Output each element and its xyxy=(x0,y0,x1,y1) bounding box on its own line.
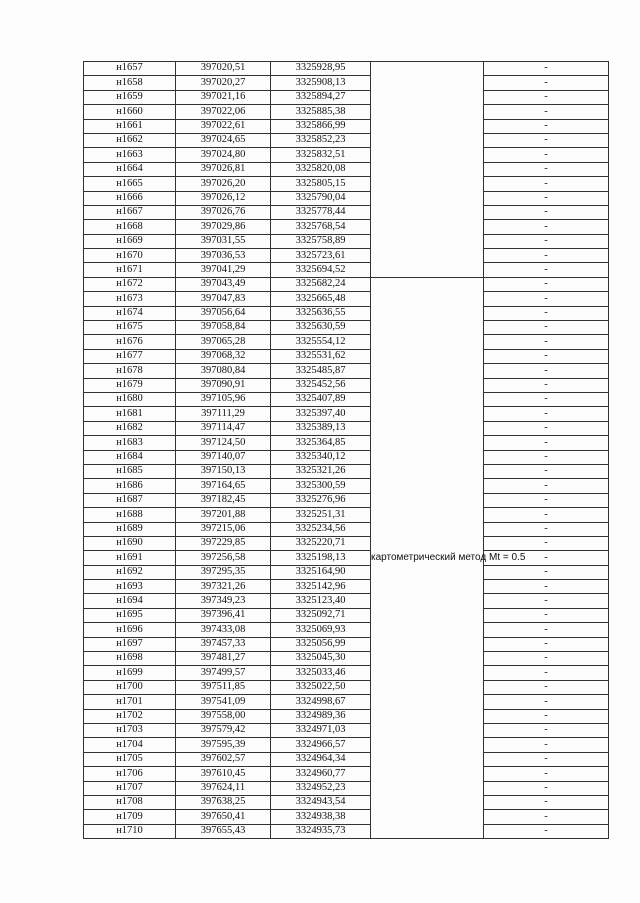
x-coordinate-cell: 397124,50 xyxy=(176,436,271,450)
description-cell: - xyxy=(484,335,609,349)
table-row xyxy=(84,594,609,608)
point-id-cell: н1677 xyxy=(84,349,176,363)
point-id-cell: н1664 xyxy=(84,162,176,176)
table-row xyxy=(84,119,609,133)
point-id-cell: н1674 xyxy=(84,306,176,320)
description-cell: - xyxy=(484,220,609,234)
y-coordinate-cell: 3324943,54 xyxy=(271,795,371,809)
y-coordinate-cell: 3324998,67 xyxy=(271,695,371,709)
x-coordinate-cell: 397058,84 xyxy=(176,321,271,335)
y-coordinate-cell: 3325866,99 xyxy=(271,119,371,133)
y-coordinate-cell: 3325554,12 xyxy=(271,335,371,349)
y-coordinate-cell: 3325389,13 xyxy=(271,421,371,435)
y-coordinate-cell: 3324960,77 xyxy=(271,767,371,781)
y-coordinate-cell: 3324989,36 xyxy=(271,709,371,723)
y-coordinate-cell: 3325321,26 xyxy=(271,464,371,478)
y-coordinate-cell: 3325123,40 xyxy=(271,594,371,608)
table-row xyxy=(84,738,609,752)
y-coordinate-cell: 3324971,03 xyxy=(271,723,371,737)
x-coordinate-cell: 397321,26 xyxy=(176,580,271,594)
method-cell: картометрический метод Mt = 0.5 xyxy=(371,277,484,838)
point-id-cell: н1658 xyxy=(84,76,176,90)
y-coordinate-cell: 3325234,56 xyxy=(271,522,371,536)
y-coordinate-cell: 3325300,59 xyxy=(271,479,371,493)
y-coordinate-cell: 3325364,85 xyxy=(271,436,371,450)
point-id-cell: н1707 xyxy=(84,781,176,795)
y-coordinate-cell: 3325485,87 xyxy=(271,364,371,378)
table-row xyxy=(84,666,609,680)
table-row xyxy=(84,234,609,248)
point-id-cell: н1692 xyxy=(84,565,176,579)
x-coordinate-cell: 397020,27 xyxy=(176,76,271,90)
description-cell: - xyxy=(484,191,609,205)
y-coordinate-cell: 3325885,38 xyxy=(271,105,371,119)
x-coordinate-cell: 397164,65 xyxy=(176,479,271,493)
point-id-cell: н1709 xyxy=(84,810,176,824)
x-coordinate-cell: 397056,64 xyxy=(176,306,271,320)
method-cell-empty xyxy=(371,62,484,278)
point-id-cell: н1665 xyxy=(84,177,176,191)
point-id-cell: н1690 xyxy=(84,536,176,550)
y-coordinate-cell: 3325033,46 xyxy=(271,666,371,680)
point-id-cell: н1666 xyxy=(84,191,176,205)
point-id-cell: н1701 xyxy=(84,695,176,709)
point-id-cell: н1708 xyxy=(84,795,176,809)
x-coordinate-cell: 397020,51 xyxy=(176,62,271,76)
table-row xyxy=(84,464,609,478)
x-coordinate-cell: 397090,91 xyxy=(176,378,271,392)
x-coordinate-cell: 397022,06 xyxy=(176,105,271,119)
description-cell: - xyxy=(484,249,609,263)
x-coordinate-cell: 397396,41 xyxy=(176,608,271,622)
description-cell: - xyxy=(484,723,609,737)
table-row xyxy=(84,105,609,119)
point-id-cell: н1700 xyxy=(84,680,176,694)
table-row xyxy=(84,723,609,737)
y-coordinate-cell: 3325630,59 xyxy=(271,321,371,335)
x-coordinate-cell: 397111,29 xyxy=(176,407,271,421)
table-row xyxy=(84,306,609,320)
point-id-cell: н1668 xyxy=(84,220,176,234)
y-coordinate-cell: 3325682,24 xyxy=(271,277,371,291)
point-id-cell: н1659 xyxy=(84,90,176,104)
x-coordinate-cell: 397638,25 xyxy=(176,795,271,809)
y-coordinate-cell: 3325531,62 xyxy=(271,349,371,363)
y-coordinate-cell: 3325894,27 xyxy=(271,90,371,104)
point-id-cell: н1698 xyxy=(84,652,176,666)
table-row xyxy=(84,133,609,147)
point-id-cell: н1710 xyxy=(84,824,176,838)
x-coordinate-cell: 397043,49 xyxy=(176,277,271,291)
x-coordinate-cell: 397457,33 xyxy=(176,637,271,651)
coordinates-table xyxy=(83,61,609,839)
description-cell: - xyxy=(484,464,609,478)
table-row xyxy=(84,263,609,277)
y-coordinate-cell: 3325022,50 xyxy=(271,680,371,694)
point-id-cell: н1694 xyxy=(84,594,176,608)
description-cell: - xyxy=(484,392,609,406)
table-row xyxy=(84,349,609,363)
table-row xyxy=(84,220,609,234)
x-coordinate-cell: 397499,57 xyxy=(176,666,271,680)
point-id-cell: н1703 xyxy=(84,723,176,737)
point-id-cell: н1702 xyxy=(84,709,176,723)
x-coordinate-cell: 397021,16 xyxy=(176,90,271,104)
table-row xyxy=(84,795,609,809)
point-id-cell: н1695 xyxy=(84,608,176,622)
x-coordinate-cell: 397229,85 xyxy=(176,536,271,550)
x-coordinate-cell: 397026,81 xyxy=(176,162,271,176)
point-id-cell: н1660 xyxy=(84,105,176,119)
x-coordinate-cell: 397114,47 xyxy=(176,421,271,435)
y-coordinate-cell: 3325820,08 xyxy=(271,162,371,176)
description-cell: - xyxy=(484,119,609,133)
y-coordinate-cell: 3324966,57 xyxy=(271,738,371,752)
table-row xyxy=(84,580,609,594)
y-coordinate-cell: 3325164,90 xyxy=(271,565,371,579)
table-row xyxy=(84,249,609,263)
x-coordinate-cell: 397655,43 xyxy=(176,824,271,838)
y-coordinate-cell: 3325056,99 xyxy=(271,637,371,651)
table-row xyxy=(84,392,609,406)
x-coordinate-cell: 397256,58 xyxy=(176,551,271,565)
x-coordinate-cell: 397105,96 xyxy=(176,392,271,406)
table-row xyxy=(84,191,609,205)
table-row xyxy=(84,810,609,824)
description-cell: - xyxy=(484,277,609,291)
table-row xyxy=(84,76,609,90)
x-coordinate-cell: 397511,85 xyxy=(176,680,271,694)
point-id-cell: н1686 xyxy=(84,479,176,493)
description-cell: - xyxy=(484,378,609,392)
description-cell: - xyxy=(484,321,609,335)
table-row xyxy=(84,623,609,637)
point-id-cell: н1667 xyxy=(84,205,176,219)
point-id-cell: н1657 xyxy=(84,62,176,76)
point-id-cell: н1671 xyxy=(84,263,176,277)
y-coordinate-cell: 3325340,12 xyxy=(271,450,371,464)
description-cell: - xyxy=(484,306,609,320)
x-coordinate-cell: 397579,42 xyxy=(176,723,271,737)
description-cell: - xyxy=(484,608,609,622)
point-id-cell: н1680 xyxy=(84,392,176,406)
description-cell: - xyxy=(484,421,609,435)
point-id-cell: н1696 xyxy=(84,623,176,637)
table-row xyxy=(84,321,609,335)
x-coordinate-cell: 397602,57 xyxy=(176,752,271,766)
table-row xyxy=(84,177,609,191)
point-id-cell: н1679 xyxy=(84,378,176,392)
table-row xyxy=(84,162,609,176)
table-row xyxy=(84,824,609,838)
table-row xyxy=(84,695,609,709)
table-row xyxy=(84,479,609,493)
y-coordinate-cell: 3325723,61 xyxy=(271,249,371,263)
x-coordinate-cell: 397215,06 xyxy=(176,522,271,536)
table-row xyxy=(84,608,609,622)
description-cell: - xyxy=(484,292,609,306)
x-coordinate-cell: 397022,61 xyxy=(176,119,271,133)
table-row xyxy=(84,364,609,378)
table-row xyxy=(84,62,609,76)
x-coordinate-cell: 397541,09 xyxy=(176,695,271,709)
table-row xyxy=(84,508,609,522)
point-id-cell: н1681 xyxy=(84,407,176,421)
x-coordinate-cell: 397029,86 xyxy=(176,220,271,234)
table-row xyxy=(84,767,609,781)
x-coordinate-cell: 397036,53 xyxy=(176,249,271,263)
y-coordinate-cell: 3325790,04 xyxy=(271,191,371,205)
table-row xyxy=(84,637,609,651)
x-coordinate-cell: 397182,45 xyxy=(176,493,271,507)
description-cell: - xyxy=(484,752,609,766)
description-cell: - xyxy=(484,508,609,522)
description-cell: - xyxy=(484,810,609,824)
point-id-cell: н1691 xyxy=(84,551,176,565)
description-cell: - xyxy=(484,493,609,507)
coordinates-table-body xyxy=(84,62,609,839)
point-id-cell: н1684 xyxy=(84,450,176,464)
description-cell: - xyxy=(484,709,609,723)
x-coordinate-cell: 397026,12 xyxy=(176,191,271,205)
description-cell: - xyxy=(484,695,609,709)
y-coordinate-cell: 3325069,93 xyxy=(271,623,371,637)
description-cell: - xyxy=(484,795,609,809)
point-id-cell: н1685 xyxy=(84,464,176,478)
table-row xyxy=(84,205,609,219)
table-row xyxy=(84,277,609,291)
y-coordinate-cell: 3325694,52 xyxy=(271,263,371,277)
y-coordinate-cell: 3324964,34 xyxy=(271,752,371,766)
y-coordinate-cell: 3325665,48 xyxy=(271,292,371,306)
table-row xyxy=(84,292,609,306)
point-id-cell: н1699 xyxy=(84,666,176,680)
description-cell: - xyxy=(484,781,609,795)
x-coordinate-cell: 397140,07 xyxy=(176,450,271,464)
y-coordinate-cell: 3325805,15 xyxy=(271,177,371,191)
point-id-cell: н1663 xyxy=(84,148,176,162)
point-id-cell: н1687 xyxy=(84,493,176,507)
point-id-cell: н1662 xyxy=(84,133,176,147)
description-cell: - xyxy=(484,263,609,277)
point-id-cell: н1678 xyxy=(84,364,176,378)
point-id-cell: н1676 xyxy=(84,335,176,349)
description-cell: - xyxy=(484,565,609,579)
y-coordinate-cell: 3324938,38 xyxy=(271,810,371,824)
x-coordinate-cell: 397150,13 xyxy=(176,464,271,478)
x-coordinate-cell: 397047,83 xyxy=(176,292,271,306)
x-coordinate-cell: 397624,11 xyxy=(176,781,271,795)
y-coordinate-cell: 3325276,96 xyxy=(271,493,371,507)
point-id-cell: н1683 xyxy=(84,436,176,450)
table-row xyxy=(84,90,609,104)
x-coordinate-cell: 397650,41 xyxy=(176,810,271,824)
x-coordinate-cell: 397026,76 xyxy=(176,205,271,219)
point-id-cell: н1688 xyxy=(84,508,176,522)
description-cell: - xyxy=(484,680,609,694)
x-coordinate-cell: 397080,84 xyxy=(176,364,271,378)
y-coordinate-cell: 3325928,95 xyxy=(271,62,371,76)
table-row xyxy=(84,450,609,464)
description-cell: - xyxy=(484,623,609,637)
y-coordinate-cell: 3325142,96 xyxy=(271,580,371,594)
point-id-cell: н1682 xyxy=(84,421,176,435)
point-id-cell: н1669 xyxy=(84,234,176,248)
description-cell: - xyxy=(484,177,609,191)
description-cell: - xyxy=(484,824,609,838)
description-cell: - xyxy=(484,637,609,651)
description-cell: - xyxy=(484,738,609,752)
x-coordinate-cell: 397024,80 xyxy=(176,148,271,162)
x-coordinate-cell: 397595,39 xyxy=(176,738,271,752)
x-coordinate-cell: 397349,23 xyxy=(176,594,271,608)
table-row xyxy=(84,709,609,723)
description-cell: - xyxy=(484,551,609,565)
y-coordinate-cell: 3324952,23 xyxy=(271,781,371,795)
description-cell: - xyxy=(484,90,609,104)
description-cell: - xyxy=(484,162,609,176)
table-row xyxy=(84,781,609,795)
description-cell: - xyxy=(484,62,609,76)
table-row xyxy=(84,493,609,507)
description-cell: - xyxy=(484,479,609,493)
point-id-cell: н1693 xyxy=(84,580,176,594)
description-cell: - xyxy=(484,450,609,464)
table-row xyxy=(84,148,609,162)
y-coordinate-cell: 3325636,55 xyxy=(271,306,371,320)
point-id-cell: н1675 xyxy=(84,321,176,335)
y-coordinate-cell: 3325452,56 xyxy=(271,378,371,392)
point-id-cell: н1705 xyxy=(84,752,176,766)
x-coordinate-cell: 397024,65 xyxy=(176,133,271,147)
y-coordinate-cell: 3325758,89 xyxy=(271,234,371,248)
x-coordinate-cell: 397068,32 xyxy=(176,349,271,363)
y-coordinate-cell: 3325852,23 xyxy=(271,133,371,147)
point-id-cell: н1672 xyxy=(84,277,176,291)
description-cell: - xyxy=(484,652,609,666)
description-cell: - xyxy=(484,666,609,680)
point-id-cell: н1706 xyxy=(84,767,176,781)
point-id-cell: н1673 xyxy=(84,292,176,306)
x-coordinate-cell: 397558,00 xyxy=(176,709,271,723)
table-row xyxy=(84,378,609,392)
x-coordinate-cell: 397041,29 xyxy=(176,263,271,277)
description-cell: - xyxy=(484,407,609,421)
table-row xyxy=(84,436,609,450)
x-coordinate-cell: 397433,08 xyxy=(176,623,271,637)
description-cell: - xyxy=(484,594,609,608)
table-row xyxy=(84,680,609,694)
y-coordinate-cell: 3325198,13 xyxy=(271,551,371,565)
table-row xyxy=(84,536,609,550)
description-cell: - xyxy=(484,364,609,378)
description-cell: - xyxy=(484,349,609,363)
y-coordinate-cell: 3324935,73 xyxy=(271,824,371,838)
table-row xyxy=(84,752,609,766)
x-coordinate-cell: 397026,20 xyxy=(176,177,271,191)
y-coordinate-cell: 3325768,54 xyxy=(271,220,371,234)
description-cell: - xyxy=(484,133,609,147)
table-row xyxy=(84,652,609,666)
description-cell: - xyxy=(484,536,609,550)
table-row xyxy=(84,335,609,349)
x-coordinate-cell: 397481,27 xyxy=(176,652,271,666)
description-cell: - xyxy=(484,205,609,219)
description-cell: - xyxy=(484,580,609,594)
x-coordinate-cell: 397295,35 xyxy=(176,565,271,579)
y-coordinate-cell: 3325832,51 xyxy=(271,148,371,162)
y-coordinate-cell: 3325092,71 xyxy=(271,608,371,622)
x-coordinate-cell: 397031,55 xyxy=(176,234,271,248)
x-coordinate-cell: 397065,28 xyxy=(176,335,271,349)
y-coordinate-cell: 3325908,13 xyxy=(271,76,371,90)
description-cell: - xyxy=(484,148,609,162)
table-row xyxy=(84,407,609,421)
description-cell: - xyxy=(484,522,609,536)
table-row xyxy=(84,522,609,536)
y-coordinate-cell: 3325407,89 xyxy=(271,392,371,406)
y-coordinate-cell: 3325220,71 xyxy=(271,536,371,550)
description-cell: - xyxy=(484,234,609,248)
x-coordinate-cell: 397201,88 xyxy=(176,508,271,522)
description-cell: - xyxy=(484,767,609,781)
description-cell: - xyxy=(484,76,609,90)
y-coordinate-cell: 3325251,31 xyxy=(271,508,371,522)
table-row xyxy=(84,421,609,435)
description-cell: - xyxy=(484,436,609,450)
table-row xyxy=(84,551,609,565)
y-coordinate-cell: 3325778,44 xyxy=(271,205,371,219)
description-cell: - xyxy=(484,105,609,119)
point-id-cell: н1689 xyxy=(84,522,176,536)
point-id-cell: н1661 xyxy=(84,119,176,133)
x-coordinate-cell: 397610,45 xyxy=(176,767,271,781)
point-id-cell: н1670 xyxy=(84,249,176,263)
point-id-cell: н1704 xyxy=(84,738,176,752)
y-coordinate-cell: 3325397,40 xyxy=(271,407,371,421)
table-row xyxy=(84,565,609,579)
point-id-cell: н1697 xyxy=(84,637,176,651)
y-coordinate-cell: 3325045,30 xyxy=(271,652,371,666)
